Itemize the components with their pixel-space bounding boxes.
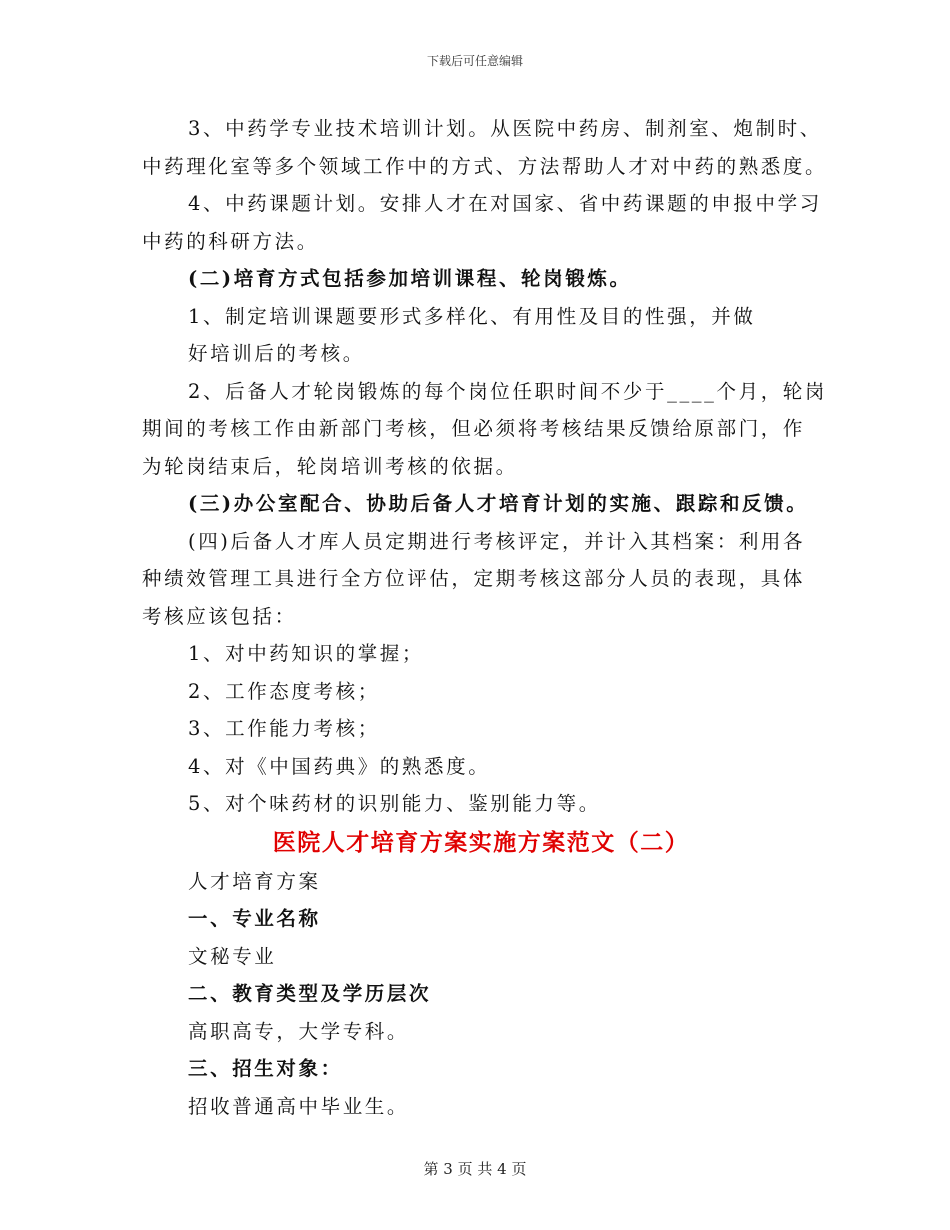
list-item: 3、工作能力考核；	[188, 717, 380, 740]
section-line: 人才培育方案	[188, 869, 321, 893]
section-line: 招收普通高中毕业生。	[188, 1094, 410, 1118]
subheading: (三)办公室配合、协助后备人才培育计划的实施、跟踪和反馈。	[188, 492, 809, 515]
section-line: 高职高专，大学专科。	[188, 1019, 410, 1043]
paragraph-line: 3、中药学专业技术培训计划。从医院中药房、制剂室、炮制时、	[188, 117, 822, 140]
list-item: 4、对《中国药典》的熟悉度。	[188, 754, 491, 778]
section-heading: 一、专业名称	[188, 907, 321, 930]
paragraph-line: 1、制定培训课题要形式多样化、有用性及目的性强，并做	[188, 304, 756, 328]
list-item: 1、对中药知识的掌握；	[188, 642, 425, 665]
section-heading: 二、教育类型及学历层次	[188, 982, 432, 1005]
section-heading: 三、招生对象：	[188, 1057, 343, 1080]
paragraph-line: 2、后备人才轮岗锻炼的每个岗位任职时间不少于____个月，轮岗	[188, 379, 828, 403]
paragraph-line: 好培训后的考核。	[188, 342, 365, 365]
section-line: 文秘专业	[188, 944, 277, 968]
paragraph-line: 期间的考核工作由新部门考核，但必须将考核结果反馈给原部门，作	[142, 417, 806, 440]
subheading: (二)培育方式包括参加培训课程、轮岗锻炼。	[188, 267, 632, 290]
paragraph-line: 考核应该包括：	[142, 604, 297, 628]
paragraph-line: 4、中药课题计划。安排人才在对国家、省中药课题的申报中学习	[188, 192, 822, 215]
section-title: 医院人才培育方案实施方案范文（二）	[272, 828, 690, 856]
page-header: 下载后可任意编辑	[426, 54, 523, 68]
paragraph-line: 中药理化室等多个领域工作中的方式、方法帮助人才对中药的熟悉度。	[142, 154, 828, 178]
paragraph-line: (四)后备人才库人员定期进行考核评定，并计入其档案：利用各	[188, 529, 806, 553]
paragraph-line: 中药的科研方法。	[142, 229, 319, 253]
document-body	[142, 110, 828, 1125]
paragraph-line: 为轮岗结束后，轮岗培训考核的依据。	[142, 454, 518, 478]
page-footer: 第 3 页 共 4 页	[423, 1160, 527, 1178]
paragraph-line: 种绩效管理工具进行全方位评估，定期考核这部分人员的表现，具体	[142, 567, 806, 590]
list-item: 2、工作态度考核；	[188, 679, 380, 703]
list-item: 5、对个味药材的识别能力、鉴别能力等。	[188, 792, 601, 815]
